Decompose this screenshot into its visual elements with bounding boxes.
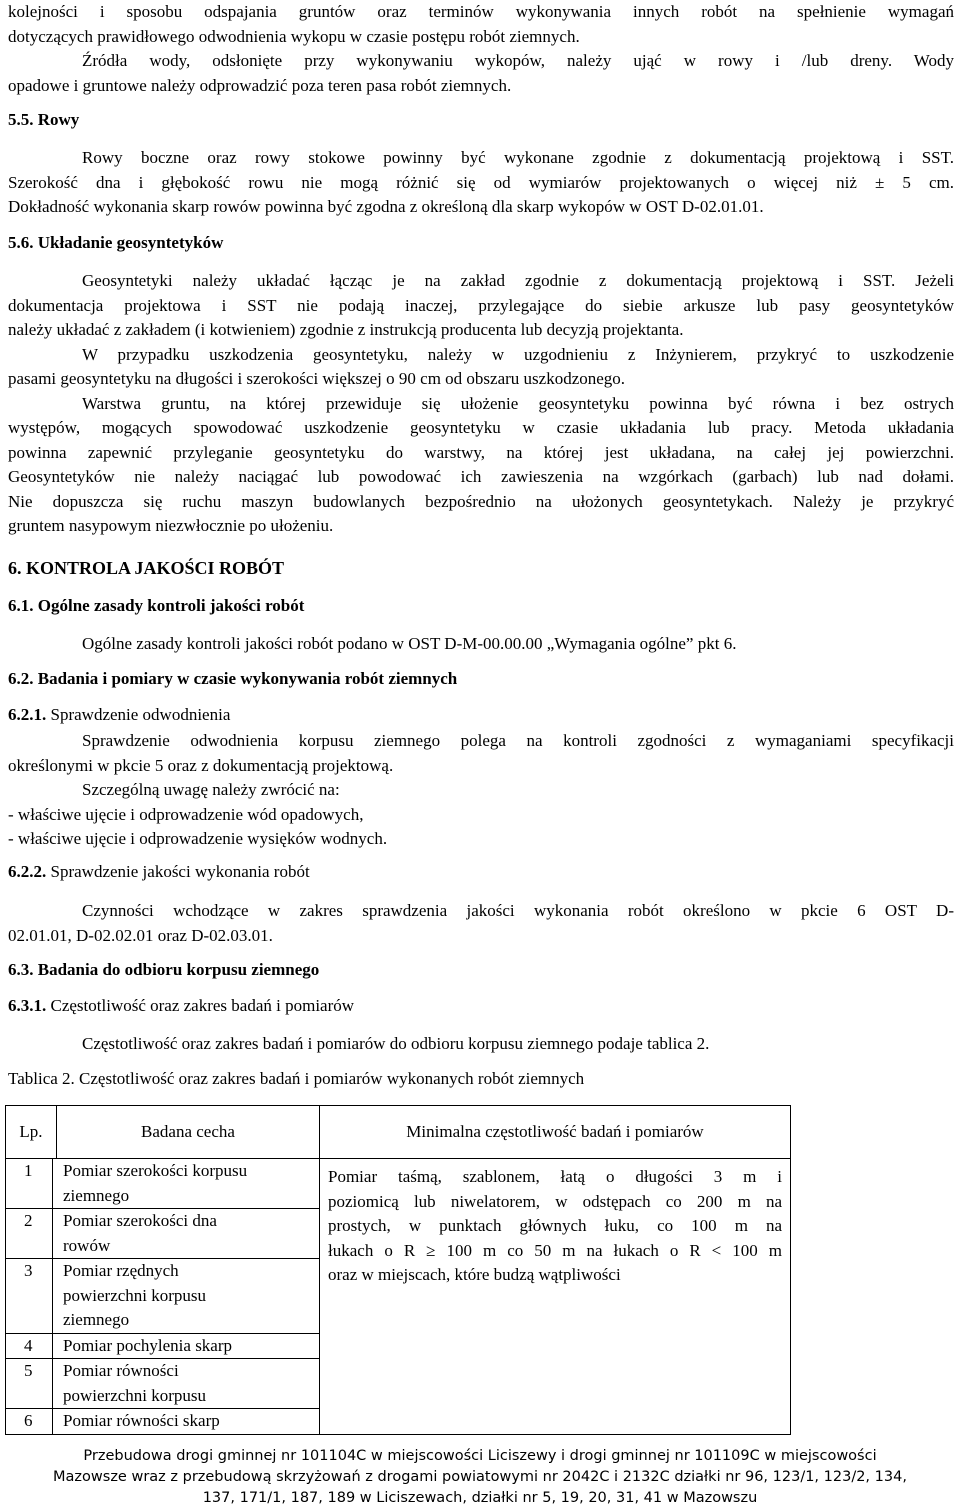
subsection-heading-6-3-1 [8, 996, 354, 1016]
section-heading-6-3: 6.3. Badania do odbioru korpusu ziemnego [8, 960, 320, 979]
row-number: 3 [6, 1259, 53, 1333]
table-body-row [6, 1159, 791, 1435]
text-line: Czynności wchodzące w zakres sprawdzenia jakości wykonania robót określono w pkcie 6 OST D- [82, 901, 954, 920]
feature-line: Pomiar równości skarp [63, 1411, 220, 1430]
footer-line: Mazowsze wraz z przebudową skrzyżowań z drogami powiatowymi nr 2042C i 2132C działki nr 96, 123/1, 123/2, 134, [53, 1469, 907, 1485]
section-heading-5-5: 5.5. Rowy [8, 110, 80, 129]
subsection-number: 6.2.2. [8, 862, 47, 881]
feature-line: ziemnego [63, 1310, 130, 1329]
section-heading-6-2: 6.2. Badania i pomiary w czasie wykonywania robót ziemnych [8, 669, 458, 688]
text-line: Częstotliwość oraz zakres badań i pomiarów do odbioru korpusu ziemnego podaje tablica 2. [82, 1034, 710, 1053]
row-feature [53, 1359, 319, 1408]
subsection-number: 6.2.1. [8, 705, 47, 724]
table-row [6, 1334, 319, 1360]
text-line: dotyczących prawidłowego odwodnienia wykopu w czasie postępu robót ziemnych. [8, 26, 580, 46]
row-number: 4 [6, 1334, 53, 1359]
text-line: kolejności i sposobu odspajania gruntów oraz terminów wykonywania innych robót na spełnienie wymagań [8, 2, 954, 21]
text-line: Geosyntetyków nie należy naciągać lub powodować ich zawieszenia na wzgórkach (garbach) lub nad dołami. [8, 467, 954, 486]
text-line: powinna zapewnić przyleganie geosyntetyku do warstwy, na której jest układana, na całej jej powierzchni. [8, 442, 954, 462]
text-line: określonymi w pkcie 5 oraz z dokumentacją projektową. [8, 755, 394, 775]
text-line: występów, mogących spowodować uszkodzenie geosyntetyku w czasie układania lub pracy. Metoda układania [8, 418, 954, 437]
footer-line: Przebudowa drogi gminnej nr 101104C w miejscowości Liciszewy i drogi gminnej nr 101109C w miejscowości [83, 1448, 877, 1464]
feature-line: Pomiar szerokości korpusu [63, 1161, 248, 1180]
text-line: W przypadku uszkodzenia geosyntetyku, należy w uzgodnieniu z Inżynierem, przykryć to uszkodzenie [82, 344, 954, 364]
text-line: Nie dopuszcza się ruchu maszyn budowlanych bezpośrednio na ułożonych geosyntetykach. Należy je przykryć [8, 491, 954, 511]
row-feature [53, 1334, 319, 1359]
text-line: należy układać z zakładem (i kotwieniem) zgodnie z instrukcją producenta lub decyzją projektanta. [8, 320, 684, 339]
footer-line: 137, 171/1, 187, 189 w Liciszewach, działki nr 5, 19, 20, 31, 41 w Mazowszu [202, 1490, 758, 1506]
subsection-heading-6-2-1 [8, 705, 230, 725]
frequency-line: prostych, w punktach głównych łuku, co 100 m na [328, 1216, 782, 1235]
frequency-cell [320, 1159, 791, 1435]
intro-paragraph [8, 0, 954, 98]
header-lp: Lp. [6, 1106, 57, 1159]
text-line: Rowy boczne oraz rowy stokowe powinny być wykonane zgodnie z dokumentacją projektową i SST. [82, 148, 954, 167]
frequency-line: poziomicą lub niwelatorem, w odstępach co 200 m na [328, 1191, 782, 1211]
header-feature: Badana cecha [57, 1106, 320, 1159]
subsection-heading-6-2-2 [8, 862, 310, 882]
text-line: 02.01.01, D-02.02.01 oraz D-02.03.01. [8, 925, 273, 945]
row-feature [53, 1209, 319, 1258]
row-number: 1 [6, 1159, 53, 1208]
subsection-title: Sprawdzenie odwodnienia [46, 705, 231, 724]
text-line: Szczególną uwagę należy zwrócić na: [82, 780, 340, 799]
row-feature [53, 1159, 319, 1208]
section-5-5-body [8, 146, 954, 220]
text-line: Źródła wody, odsłonięte przy wykonywaniu wykopów, należy ująć w rowy i /lub dreny. Wody [82, 51, 954, 70]
table-row [6, 1209, 319, 1259]
section-5-6-body [8, 269, 954, 539]
table-features-cell [6, 1159, 320, 1435]
table-row [6, 1159, 319, 1209]
table-header-row [6, 1106, 791, 1159]
row-number: 6 [6, 1409, 53, 1434]
section-6-2-2-body [8, 899, 954, 948]
table-row [6, 1359, 319, 1409]
text-line: Warstwa gruntu, na której przewiduje się ułożenie geosyntetyku powinna być równa i bez ostrych [82, 393, 954, 413]
frequency-line: Pomiar taśmą, szablonem, łatą o długości 3 m i [328, 1167, 782, 1186]
text-line: Sprawdzenie odwodnienia korpusu ziemnego polega na kontroli zgodności z wymaganiami specyfikacji [82, 731, 954, 750]
feature-line: Pomiar szerokości dna [63, 1211, 217, 1230]
frequency-line: oraz w miejscach, które budzą wątpliwości [328, 1265, 621, 1284]
row-feature [53, 1259, 319, 1333]
frequency-line: łukach o R ≥ 100 m co 50 m na łukach o R < 100 m [328, 1240, 782, 1260]
section-heading-6-1: 6.1. Ogólne zasady kontroli jakości robót [8, 596, 305, 615]
table-caption: Tablica 2. Częstotliwość oraz zakres badań i pomiarów wykonanych robót ziemnych [8, 1069, 585, 1088]
table-row [6, 1259, 319, 1334]
subsection-title: Sprawdzenie jakości wykonania robót [46, 862, 310, 881]
text-line: Dokładność wykonania skarp rowów powinna być zgodna z określoną dla skarp wykopów w OST D-02.01.01. [8, 197, 764, 216]
section-6-2-1-body [8, 729, 954, 852]
section-heading-5-6: 5.6. Układanie geosyntetyków [8, 233, 224, 252]
feature-line: ziemnego [63, 1185, 130, 1205]
table-row [6, 1409, 319, 1434]
section-6-1-body [8, 632, 954, 657]
text-line: Geosyntetyki należy układać łącząc je na zakład zgodnie z dokumentacją projektową i SST. Jeżeli [82, 271, 954, 290]
text-line: Ogólne zasady kontroli jakości robót podano w OST D-M-00.00.00 „Wymagania ogólne” pkt 6. [82, 634, 737, 653]
feature-line: Pomiar równości [63, 1361, 179, 1380]
row-number: 2 [6, 1209, 53, 1258]
feature-line: powierzchni korpusu [63, 1385, 207, 1405]
quality-table [5, 1105, 791, 1435]
page-footer [0, 1446, 960, 1509]
list-item: - właściwe ujęcie i odprowadzenie wód opadowych, [8, 804, 364, 824]
list-item: - właściwe ujęcie i odprowadzenie wysięków wodnych. [8, 829, 388, 848]
text-line: opadowe i gruntowe należy odprowadzić poza teren pasa robót ziemnych. [8, 75, 512, 95]
feature-line: Pomiar pochylenia skarp [63, 1335, 233, 1355]
text-line: pasami geosyntetyku na długości i szerokości większej o 90 cm od obszaru uszkodzonego. [8, 369, 626, 388]
subsection-title: Częstotliwość oraz zakres badań i pomiarów [46, 996, 355, 1015]
text-line: Szerokość dna i głębokość rowu nie mogą różnić się od wymiarów projektowanych o więcej niż ± 5 cm. [8, 172, 954, 192]
section-6-3-1-body [8, 1032, 954, 1057]
text-line: dokumentacja projektowa i SST nie podają inaczej, przylegające do siebie arkusze lub pasy geosyntetyków [8, 295, 954, 315]
subsection-number: 6.3.1. [8, 996, 47, 1015]
feature-line: Pomiar rzędnych [63, 1261, 179, 1280]
feature-line: powierzchni korpusu [63, 1285, 207, 1305]
row-feature [53, 1409, 319, 1434]
row-number: 5 [6, 1359, 53, 1408]
header-frequency: Minimalna częstotliwość badań i pomiarów [320, 1106, 791, 1159]
feature-line: rowów [63, 1235, 111, 1255]
text-line: gruntem nasypowym niezwłocznie po ułożeniu. [8, 516, 334, 535]
chapter-heading-6: 6. KONTROLA JAKOŚCI ROBÓT [8, 558, 285, 578]
